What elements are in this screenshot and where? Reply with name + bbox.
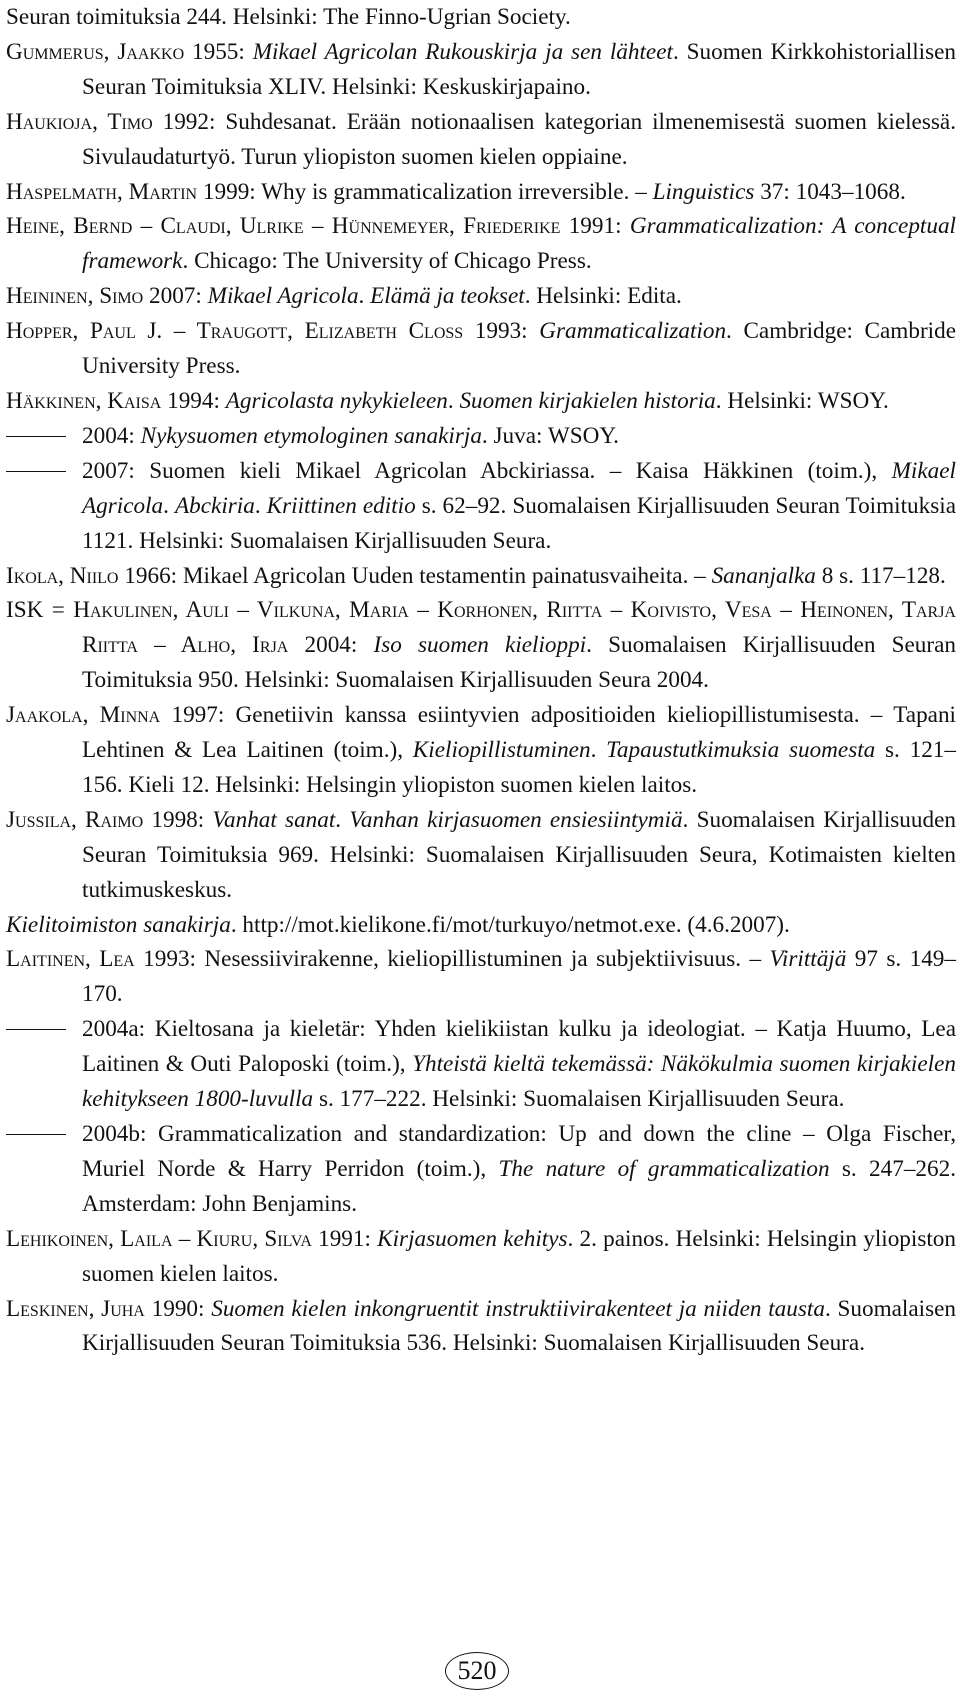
reference-text: 1998:: [143, 806, 213, 833]
reference-title: Grammaticalization: [539, 318, 727, 345]
reference-entry: [6, 803, 956, 908]
reference-text: ISK =: [6, 597, 74, 624]
reference-entry: [6, 175, 956, 210]
reference-text: . 2. painos. Helsinki: Helsingin yliopiston suomen kielen laitos.: [82, 1225, 956, 1287]
reference-text: 1992: Suhdesanat. Erään notionaalisen kategorian ilmenemisestä suomen kielessä. Sivulaudaturtyö. Turun yliopiston suomen kielen oppiaine.: [82, 108, 956, 170]
reference-text: . Chicago: The University of Chicago Press.: [182, 248, 592, 275]
reference-title: Mikael Agricolan Rukouskirja ja sen lähteet: [252, 38, 673, 65]
reference-text: .: [590, 737, 607, 764]
reference-title: Tapaustutkimuksia suomesta: [606, 737, 876, 764]
reference-text: .: [335, 806, 350, 833]
ditto-dash: [6, 471, 66, 472]
reference-text: . Helsinki: WSOY.: [715, 387, 889, 414]
reference-title: Agricolasta nykykieleen: [225, 387, 448, 414]
reference-author: Jaakola, Minna: [6, 702, 161, 729]
reference-text: 1991:: [560, 213, 630, 240]
reference-text: Seuran toimituksia 244. Helsinki: The Finno-Ugrian Society.: [6, 4, 571, 30]
reference-author: Laitinen, Lea: [6, 946, 135, 973]
reference-text: 1997: Genetiivin kanssa esiintyvien adpositioiden kieliopillistumisesta. – Tapani Lehtinen & Lea Laitinen (toim.),: [82, 702, 956, 764]
reference-title: Vanhat sanat: [212, 806, 336, 833]
reference-entry: [6, 314, 956, 384]
reference-title: Suomen kielen inkongruentit instruktiivirakenteet ja niiden tausta: [211, 1295, 825, 1322]
reference-text: 2004:: [82, 422, 141, 449]
reference-author: Jussila, Raimo: [6, 806, 144, 833]
reference-text: s. 121–156. Kieli 12. Helsinki: Helsingin yliopiston suomen kielen laitos.: [82, 737, 956, 798]
reference-author: Haukioja, Timo: [6, 108, 153, 135]
reference-text: . Suomalaisen Kirjallisuuden Seuran Toimituksia 950. Helsinki: Suomalaisen Kirjallisuuden Seura 2004.: [82, 632, 957, 694]
reference-text: 97 s. 149–170.: [82, 946, 956, 1008]
reference-entry: [6, 35, 956, 105]
reference-entry: [6, 279, 956, 314]
reference-text: . Suomen Kirkkohistoriallisen Seuran Toimituksia XLIV. Helsinki: Keskuskirjapaino.: [82, 38, 957, 100]
reference-title: Abckiria: [174, 492, 255, 519]
reference-author: Leskinen, Juha: [6, 1295, 145, 1322]
reference-text: . Helsinki: Edita.: [524, 283, 682, 310]
reference-entry: [6, 0, 956, 35]
reference-text: 1993:: [463, 318, 540, 345]
ditto-dash: [6, 1134, 66, 1135]
reference-author: Lehikoinen, Laila – Kiuru, Silva: [6, 1225, 312, 1252]
page-number: 520: [445, 1652, 509, 1690]
ditto-dash: [6, 436, 66, 437]
reference-title: Mikael Agricola: [82, 457, 956, 519]
reference-title: Iso suomen kielioppi: [373, 632, 587, 659]
reference-entry: [6, 908, 956, 943]
reference-entry: [6, 1012, 956, 1117]
reference-title: Vanhan kirjasuomen ensiesiintymiä: [349, 806, 683, 833]
reference-title: Sananjalka: [711, 562, 816, 589]
reference-text: 2007: Suomen kieli Mikael Agricolan Abckiriassa. – Kaisa Häkkinen (toim.),: [82, 457, 892, 484]
reference-text: 1993: Nesessiivirakenne, kieliopillistuminen ja subjektiivisuus. –: [134, 946, 770, 973]
reference-text: . Cambridge: Cambride University Press.: [82, 318, 956, 380]
reference-text: s. 62–92. Suomalaisen Kirjallisuuden Seuran Toimituksia 1121. Helsinki: Suomalaisen Kirjallisuuden Seura.: [82, 492, 956, 554]
reference-text: 1991:: [311, 1225, 378, 1252]
reference-title: Grammaticalization: A conceptual framework: [82, 213, 956, 275]
reference-entry: [6, 593, 956, 698]
reference-title: Kriittinen editio: [266, 492, 416, 519]
reference-title: Linguistics: [652, 178, 755, 205]
reference-text: 2007:: [143, 283, 208, 310]
reference-entry: [6, 942, 956, 1012]
reference-entry: [6, 209, 956, 279]
reference-entry: [6, 1117, 956, 1222]
reference-entry: [6, 454, 956, 559]
reference-text: .: [447, 387, 460, 414]
reference-text: 1955:: [184, 38, 253, 65]
reference-title: Virittäjä: [769, 946, 847, 973]
reference-text: .: [254, 492, 267, 519]
reference-text: 2004:: [288, 632, 374, 659]
reference-entry: [6, 419, 956, 454]
reference-title: The nature of grammaticalization: [498, 1155, 830, 1182]
bibliography-list: [6, 0, 956, 1361]
reference-text: 2004a: Kieltosana ja kieletär: Yhden kielikiistan kulku ja ideologiat. – Katja Huumo, Lea Laitinen & Outi Paloposki (toim.),: [82, 1016, 956, 1078]
reference-author: Hakulinen, Auli – Vilkuna, Maria – Korhonen, Riitta – Koivisto, Vesa – Heinonen, Tarja Riitta – Alho, Irja: [73, 597, 956, 659]
reference-author: Haspelmath, Martin: [6, 178, 198, 205]
reference-text: .: [358, 283, 371, 310]
reference-entry: [6, 105, 956, 175]
reference-entry: [6, 1292, 956, 1362]
reference-text: 1966: Mikael Agricolan Uuden testamentin painatusvaiheita. –: [118, 562, 712, 589]
reference-title: Kirjasuomen kehitys: [377, 1225, 568, 1252]
reference-entry: [6, 559, 956, 594]
reference-entry: [6, 698, 956, 803]
reference-author: Ikola, Niilo: [6, 562, 119, 589]
reference-title: Nykysuomen etymologinen sanakirja: [140, 422, 482, 449]
reference-text: 37: 1043–1068.: [754, 178, 906, 205]
reference-title: Elämä ja teokset: [370, 283, 525, 310]
reference-author: Hopper, Paul J. – Traugott, Elizabeth Closs: [6, 318, 464, 345]
reference-title: Suomen kirjakielen historia: [459, 387, 716, 414]
reference-text: . Suomalaisen Kirjallisuuden Seuran Toimituksia 536. Helsinki: Suomalaisen Kirjallisuuden Seura.: [82, 1295, 956, 1357]
reference-author: Heine, Bernd – Claudi, Ulrike – Hünnemeyer, Friederike: [6, 213, 561, 240]
reference-author: Häkkinen, Kaisa: [6, 387, 162, 414]
reference-text: . Suomalaisen Kirjallisuuden Seuran Toimituksia 969. Helsinki: Suomalaisen Kirjallisuuden Seura, Kotimaisten kielten tutkimuskeskus.: [82, 806, 956, 903]
reference-title: Yhteistä kieltä tekemässä: Näkökulmia suomen kirjakielen kehitykseen 1800-luvulla: [82, 1051, 956, 1113]
reference-text: 1999: Why is grammaticalization irreversible. –: [197, 178, 653, 205]
reference-author: Heininen, Simo: [6, 283, 144, 310]
reference-text: . http://mot.kielikone.fi/mot/turkuyo/netmot.exe. (4.6.2007).: [230, 911, 790, 938]
reference-entry: [6, 384, 956, 419]
reference-text: 1994:: [161, 387, 226, 414]
reference-text: 8 s. 117–128.: [815, 562, 946, 589]
ditto-dash: [6, 1029, 66, 1030]
reference-text: 2004b: Grammaticalization and standardization: Up and down the cline – Olga Fischer, Muriel Norde & Harry Perridon (toim.),: [82, 1121, 956, 1182]
reference-title: Kieliopillistuminen: [412, 737, 591, 764]
reference-entry: [6, 1222, 956, 1292]
reference-text: . Juva: WSOY.: [481, 422, 619, 449]
reference-text: 1990:: [144, 1295, 212, 1322]
reference-author: Gummerus, Jaakko: [6, 38, 185, 65]
reference-text: .: [163, 492, 175, 519]
reference-title: Mikael Agricola: [207, 283, 359, 310]
reference-text: s. 247–262. Amsterdam: John Benjamins.: [82, 1155, 956, 1217]
reference-text: s. 177–222. Helsinki: Suomalaisen Kirjallisuuden Seura.: [313, 1086, 845, 1113]
reference-title: Kielitoimiston sanakirja: [6, 911, 231, 938]
